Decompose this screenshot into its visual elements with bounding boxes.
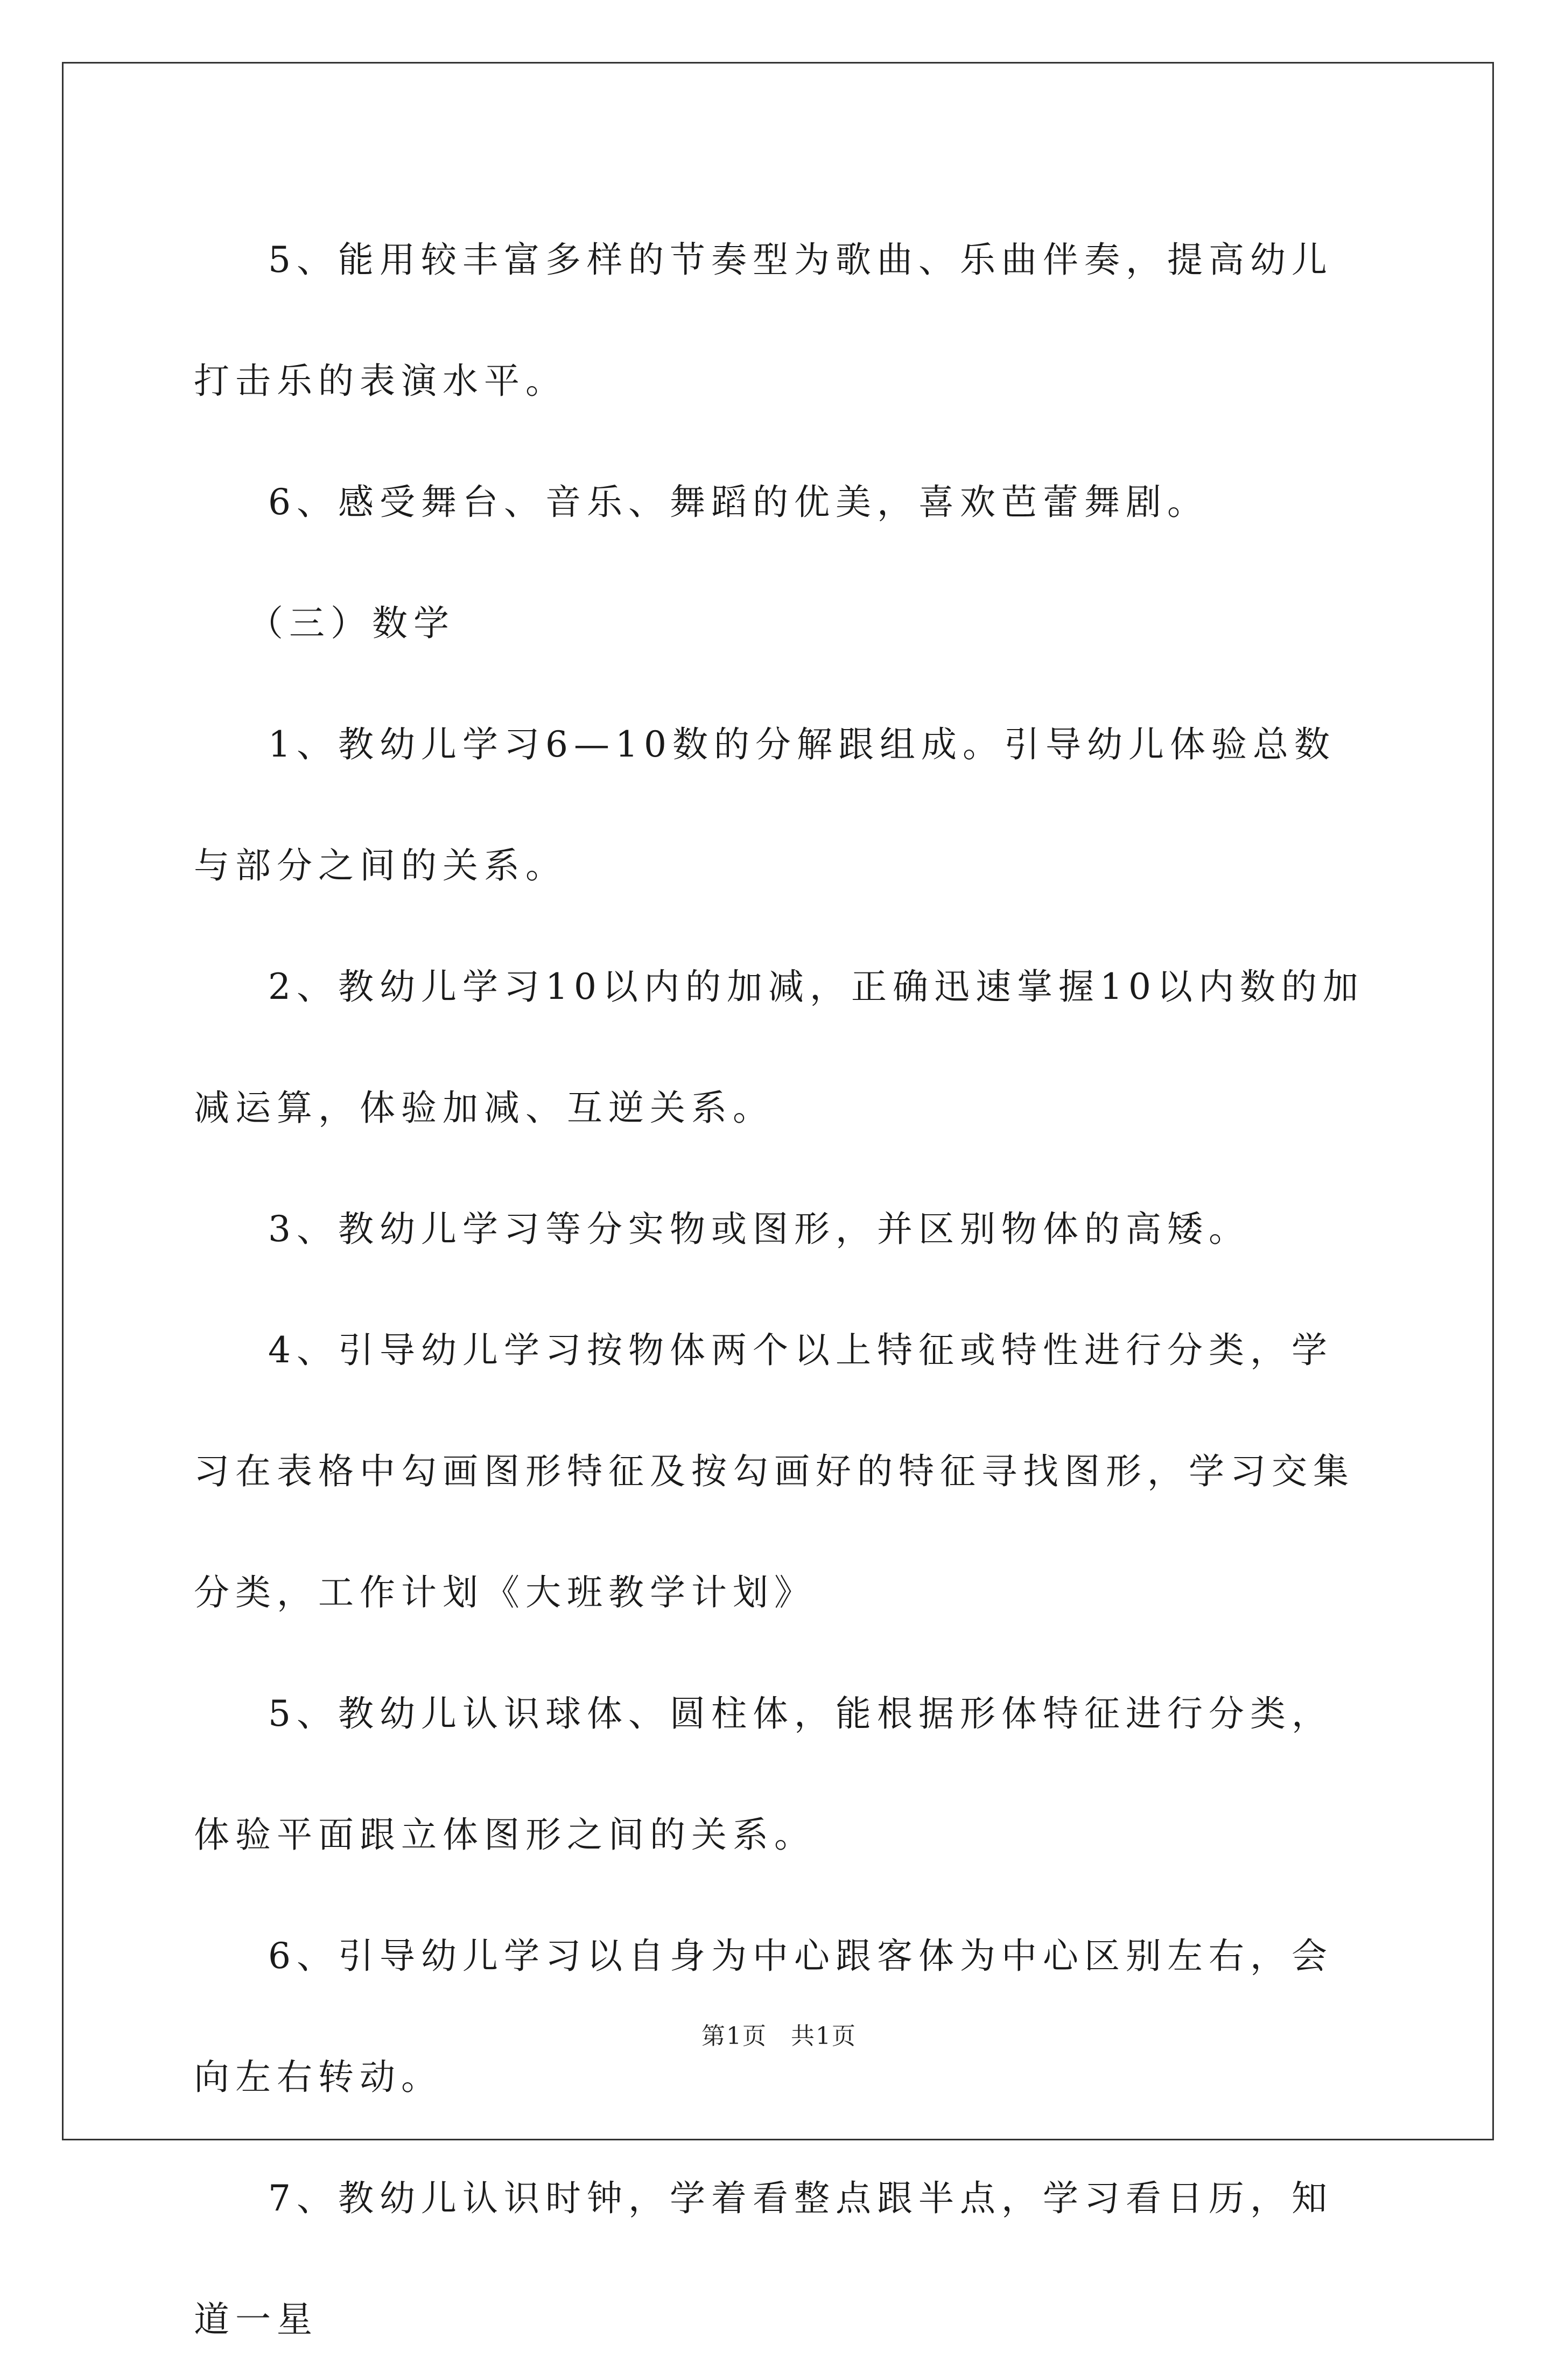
page-number-total: 共1页 [791,2022,857,2050]
paragraph-math-4: 4、引导幼儿学习按物体两个以上特征或特性进行分类，学习在表格中勾画图形特征及按勾画好的特征寻找图形，学习交集分类，工作计划《大班教学计划》 [194,1329,1355,1613]
paragraph-math-3: 3、教幼儿学习等分实物或图形，并区别物体的高矮。 [268,1208,1250,1250]
paragraph-math-5: 5、教幼儿认识球体、圆柱体，能根据形体特征进行分类，体验平面跟立体图形之间的关系。 [194,1693,1333,1856]
paragraph-math-6: 6、引导幼儿学习以自身为中心跟客体为中心区别左右，会向左右转动。 [194,1935,1333,2098]
paragraph-music-5: 5、能用较丰富多样的节奏型为歌曲、乐曲伴奏，提高幼儿打击乐的表演水平。 [194,239,1333,402]
document-body [194,199,1373,2380]
paragraph-math-1: 1、教幼儿学习6—10数的分解跟组成。引导幼儿体验总数与部分之间的关系。 [194,724,1336,886]
paragraph-music-6: 6、感受舞台、音乐、舞蹈的优美，喜欢芭蕾舞剧。 [268,481,1209,523]
paragraph-math-7: 7、教幼儿认识时钟，学着看整点跟半点，学习看日历，知道一星 [194,2178,1333,2340]
page-footer [0,2017,1558,2051]
page-number-current: 第1页 [701,2022,767,2050]
section-heading-math: （三）数学 [248,603,455,644]
paragraph-math-2: 2、教幼儿学习10以内的加减，正确迅速掌握10以内数的加减运算，体验加减、互逆关系。 [194,966,1364,1129]
